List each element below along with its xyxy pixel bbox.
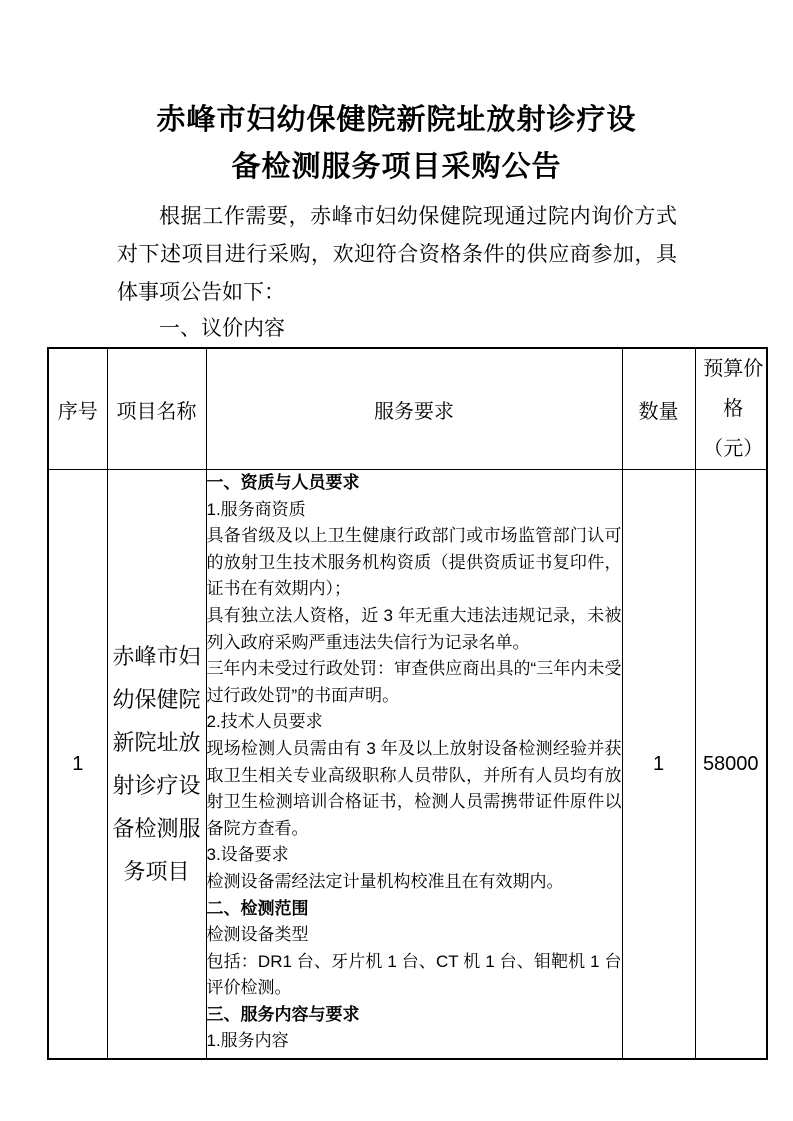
cell-service-requirements: [206, 470, 622, 1060]
section-heading-pricing-content: 一、议价内容: [159, 317, 285, 340]
page-title-line-1: 赤峰市妇幼保健院新院址放射诊疗设: [156, 104, 637, 136]
requirement-line: 检测设备需经法定计量机构校准且在有效期内。: [206, 871, 564, 891]
page-title-line-2: 备检测服务项目采购公告: [231, 151, 562, 183]
cell-quantity: 1: [622, 470, 695, 1060]
requirement-section-heading: 一、资质与人员要求: [206, 473, 360, 492]
header-budget-price-line-2: 格（元）: [703, 398, 764, 460]
requirement-section-heading: 三、服务内容与要求: [206, 1004, 360, 1024]
requirement-section-heading: 二、检测范围: [206, 898, 309, 918]
requirement-line: 包括：DR1 台、牙片机 1 台、CT 机 1 台、钼靶机 1 台评价检测。: [206, 951, 622, 998]
requirement-line: 3.设备要求: [206, 845, 289, 865]
page-title: [0, 0, 793, 191]
header-budget-price-line-1: 预算价: [703, 358, 764, 380]
table-row: [48, 470, 767, 1060]
requirement-line: 具备省级及以上卫生健康行政部门或市场监管部门认可的放射卫生技术服务机构资质（提供资质证书复印件，证书在有效期内）；: [206, 526, 622, 599]
requirement-line: 三年内未受过行政处罚：审查供应商出具的“三年内未受过行政处罚”的书面声明。: [206, 659, 622, 705]
requirement-line: 现场检测人员需由有 3 年及以上放射设备检测经验并获取卫生相关专业高级职称人员带队，并所有人员均有放射卫生检测培训合格证书，检测人员需携带证件原件以备院方查看。: [206, 738, 622, 838]
requirement-line: 具有独立法人资格，近 3 年无重大违法违规记录，未被列入政府采购严重违法失信行为记录名单。: [206, 605, 622, 652]
cell-seq: 1: [48, 470, 107, 1060]
requirement-line: 检测设备类型: [206, 925, 309, 945]
header-service-requirements: 服务要求: [206, 348, 622, 470]
procurement-table: [47, 347, 768, 1060]
table-header-row: [48, 348, 767, 470]
cell-project-name: 赤峰市妇幼保健院新院址放射诊疗设备检测服务项目: [107, 470, 206, 1060]
header-budget-price: [695, 348, 767, 470]
header-seq: 序号: [48, 348, 107, 470]
requirement-line: 1.服务商资质: [206, 499, 306, 519]
intro-paragraph: 根据工作需要，赤峰市妇幼保健院现通过院内询价方式对下述项目进行采购，欢迎符合资格条件的供应商参加，具体事项公告如下：: [117, 205, 677, 304]
cell-budget-price: 58000: [695, 470, 767, 1060]
requirement-line: 2.技术人员要求: [206, 712, 323, 732]
header-project-name: 项目名称: [107, 348, 206, 470]
requirement-line: 1.服务内容: [206, 1031, 289, 1051]
header-quantity: 数量: [622, 348, 695, 470]
